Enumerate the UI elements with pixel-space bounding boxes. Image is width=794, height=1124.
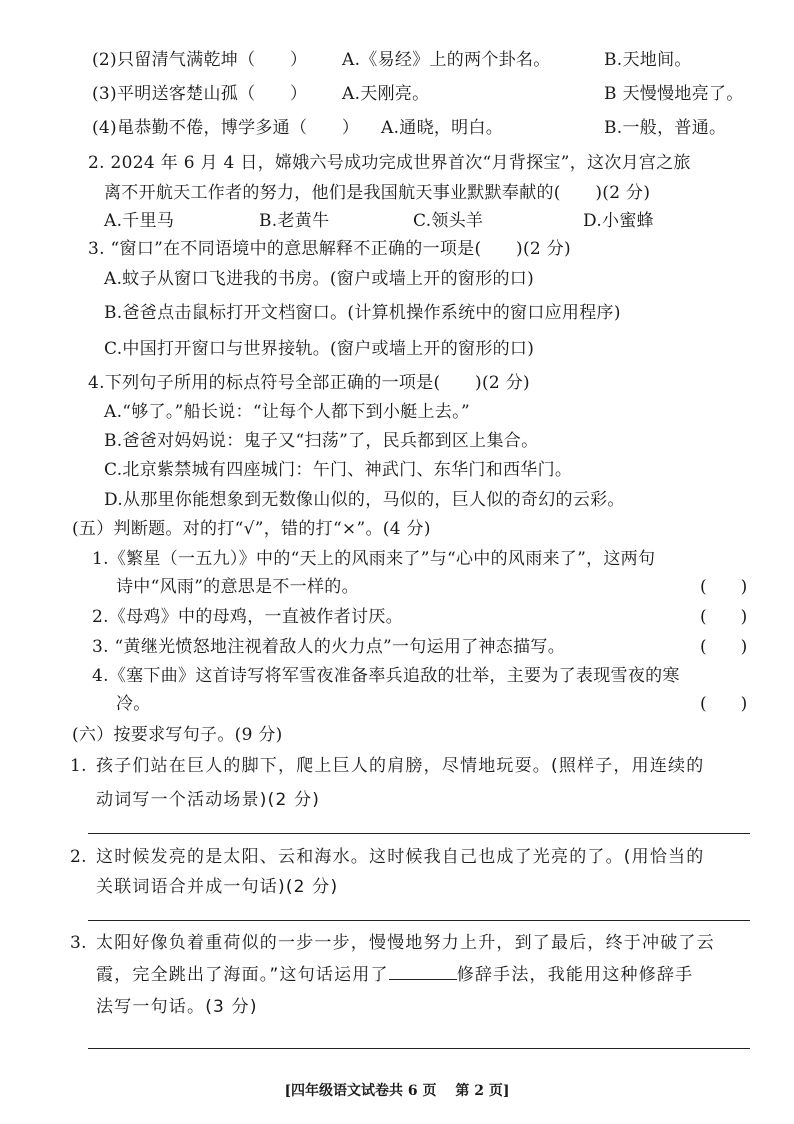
q3-option-b: B.爸爸点击鼠标打开文档窗口。(计算机操作系统中的窗口应用程序)	[104, 303, 621, 323]
sentence-3-number: 3.	[70, 933, 87, 953]
judge-1-answer-blank[interactable]: ( )	[700, 577, 748, 597]
sentence-3-line2-before-blank: 霞，完全跳出了海面。”这句话运用了	[96, 965, 389, 985]
q2-stem-line1: 2. 2024 年 6 月 4 日，嫦娥六号成功完成世界首次“月背探宝”，这次月宫之旅	[88, 153, 691, 173]
q2-option-a: A.千里马	[104, 211, 175, 231]
judge-4-answer-blank[interactable]: ( )	[700, 694, 748, 714]
sentence-3-line1: 太阳好像负着重荷似的一步一步，慢慢地努力上升，到了最后，终于冲破了云	[96, 933, 715, 953]
sentence-2-answer-line[interactable]	[88, 920, 750, 921]
section-6-title: (六）按要求写句子。(9 分)	[72, 725, 283, 745]
q3-stem: 3. “窗口”在不同语境中的意思解释不正确的一项是( )(2 分)	[88, 239, 571, 259]
q3-option-c: C.中国打开窗口与世界接轨。(窗户或墙上开的窗形的口)	[104, 339, 535, 359]
q2-stem-line2: 离不开航天工作者的努力，他们是我国航天事业默默奉献的( )(2 分)	[104, 183, 651, 203]
judge-4-line1: 4.《塞下曲》这首诗写将军雪夜准备率兵追敌的壮举，主要为了表现雪夜的寒	[92, 666, 680, 686]
q4-option-a: A.“够了。”船长说：“让每个人都下到小艇上去。”	[104, 402, 470, 422]
section-5-title: (五）判断题。对的打“√”，错的打“×”。(4 分)	[72, 519, 431, 539]
q1-item-3: (3)平明送客楚山孤（ ）	[92, 84, 308, 104]
sentence-1-line1: 孩子们站在巨人的脚下，爬上巨人的肩膀，尽情地玩耍。(照样子，用连续的	[96, 756, 705, 776]
q2-option-b: B.老黄牛	[259, 211, 330, 231]
judge-2-answer-blank[interactable]: ( )	[700, 607, 748, 627]
sentence-1-number: 1.	[70, 756, 87, 776]
sentence-3-answer-line[interactable]	[88, 1048, 750, 1049]
q3-option-a: A.蚊子从窗口飞进我的书房。(窗户或墙上开的窗形的口)	[104, 269, 535, 289]
q4-stem: 4.下列句子所用的标点符号全部正确的一项是( )(2 分)	[88, 373, 530, 393]
judge-2: 2.《母鸡》中的母鸡，一直被作者讨厌。	[92, 607, 403, 627]
judge-3: 3. “黄继光愤怒地注视着敌人的火力点”一句运用了神态描写。	[92, 637, 566, 657]
judge-1-line1: 1.《繁星（一五九）》中的“天上的风雨来了”与“心中的风雨来了”，这两句	[92, 549, 656, 569]
q1-item-2-option-b: B.天地间。	[604, 50, 692, 70]
q4-option-c: C.北京紫禁城有四座城门：午门、神武门、东华门和西华门。	[104, 460, 573, 480]
judge-1-line2: 诗中“风雨”的意思是不一样的。	[116, 577, 359, 597]
sentence-2-number: 2.	[70, 847, 87, 867]
q1-item-2-option-a: A.《易经》上的两个卦名。	[342, 50, 551, 70]
q1-item-4-option-a: A.通晓，明白。	[381, 118, 504, 138]
q2-option-c: C.领头羊	[413, 211, 484, 231]
sentence-1-line2: 动词写一个活动场景)(2 分)	[96, 790, 321, 810]
sentence-3-line2	[96, 964, 693, 986]
sentence-3-line2-after-blank: 修辞手法，我能用这种修辞手	[456, 965, 694, 985]
q4-option-b: B.爸爸对妈妈说：鬼子又“扫荡”了，民兵都到区上集合。	[104, 431, 539, 451]
judge-3-answer-blank[interactable]: ( )	[700, 637, 748, 657]
rhetoric-blank[interactable]	[389, 965, 457, 980]
q2-option-d: D.小蜜蜂	[583, 211, 654, 231]
q1-item-4-option-b: B.一般，普通。	[604, 118, 727, 138]
q1-item-2: (2)只留清气满乾坤（ ）	[92, 50, 308, 70]
sentence-2-line1: 这时候发亮的是太阳、云和海水。这时候我自己也成了光亮的了。(用恰当的	[96, 847, 705, 867]
sentence-2-line2: 关联词语合并成一句话)(2 分)	[96, 877, 339, 897]
q1-item-3-option-a: A.天刚亮。	[342, 84, 430, 104]
sentence-1-answer-line[interactable]	[88, 833, 750, 834]
q4-option-d: D.从那里你能想象到无数像山似的，马似的，巨人似的奇幻的云彩。	[104, 490, 625, 510]
page-footer: [四年级语文试卷共 6 页 第 2 页]	[284, 1083, 510, 1099]
q1-item-4: (4)黾恭勤不倦，博学多通（ ）	[92, 118, 360, 138]
judge-4-line2: 冷。	[116, 694, 151, 714]
sentence-3-line3: 法写一句话。(3 分)	[96, 997, 258, 1017]
q1-item-3-option-b: B 天慢慢地亮了。	[604, 84, 744, 104]
